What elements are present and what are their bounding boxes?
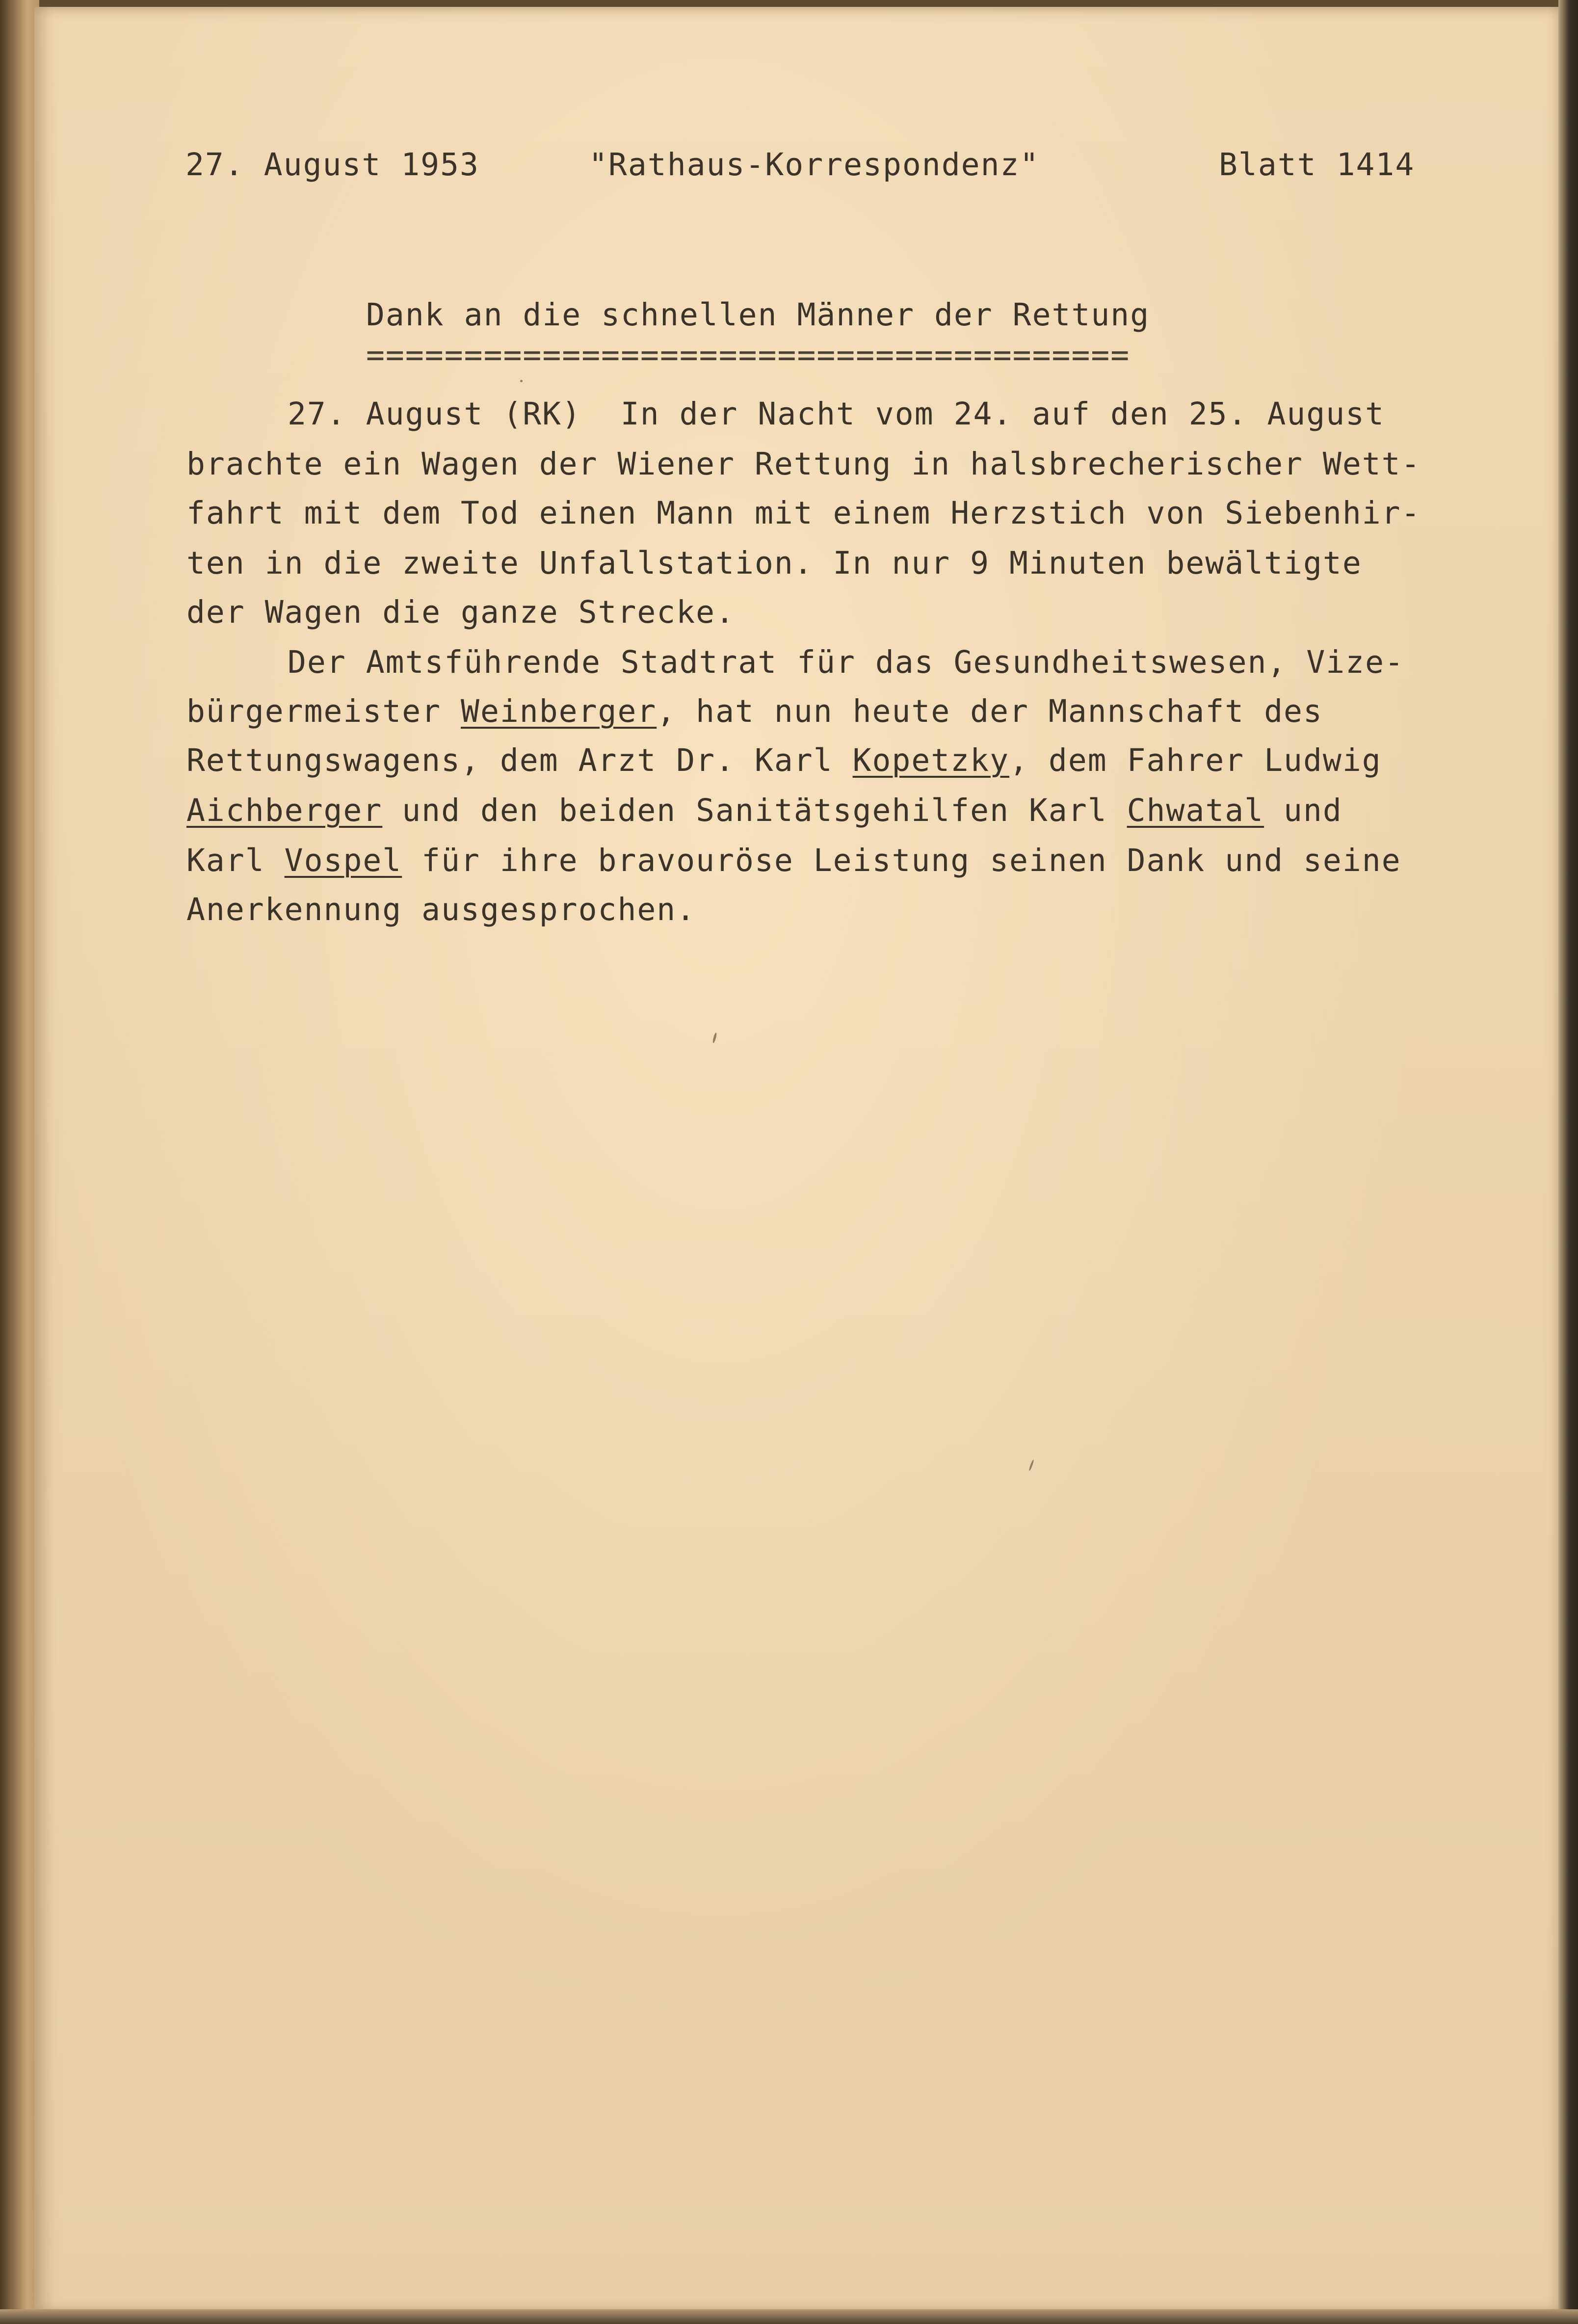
paragraph-2-line-6: Anerkennung ausgesprochen. (186, 892, 696, 927)
underlined-name-vospel: Vospel (284, 843, 402, 878)
paragraph-2-line-3 (186, 742, 1382, 778)
underlined-name-kopetzky: Kopetzky (852, 742, 1010, 778)
paragraph-1-line-5: der Wagen die ganze Strecke. (186, 594, 736, 630)
paragraph-1-line-4: ten in die zweite Unfallstation. In nur 9 Minuten bewältigte (186, 545, 1362, 581)
title-double-rule: ======================================= (366, 337, 1131, 373)
paper-speck (712, 1032, 717, 1044)
paragraph-2-line-4 (186, 792, 1342, 828)
line-text: , dem Fahrer Ludwig (1009, 742, 1382, 778)
paragraph-1-line-2: brachte ein Wagen der Wiener Rettung in halsbrecherischer Wett- (186, 446, 1421, 482)
underlined-name-chwatal: Chwatal (1127, 792, 1264, 828)
line-text: für ihre bravouröse Leistung seinen Dank und seine (402, 843, 1401, 878)
underlined-name-weinberger: Weinberger (461, 693, 657, 729)
article-title: Dank an die schnellen Männer der Rettung (366, 297, 1150, 333)
paper-speck (520, 380, 523, 382)
paragraph-1-line-1: 27. August (RK) In der Nacht vom 24. auf den 25. August (288, 396, 1385, 432)
header-publication: "Rathaus-Korrespondenz" (589, 147, 1040, 183)
line-text: und den beiden Sanitätsgehilfen Karl (382, 792, 1127, 828)
paragraph-1-line-3: fahrt mit dem Tod einen Mann mit einem Herzstich von Siebenhir- (186, 495, 1421, 531)
paper-speck (1028, 1459, 1034, 1471)
line-text: bürgermeister (186, 693, 461, 729)
line-text: Rettungswagens, dem Arzt Dr. Karl (186, 742, 853, 778)
underlined-name-aichberger: Aichberger (186, 792, 383, 828)
line-text: Karl (186, 843, 285, 878)
paragraph-2-line-2 (186, 693, 1323, 729)
binding-edge (0, 0, 39, 2324)
typewritten-page (34, 7, 1560, 2313)
line-text: , hat nun heute der Mannschaft des (657, 693, 1323, 729)
bottom-border (0, 2309, 1578, 2324)
right-border (1558, 0, 1578, 2324)
paragraph-2-line-1: Der Amtsführende Stadtrat für das Gesundheitswesen, Vize- (288, 644, 1404, 680)
line-text: und (1264, 792, 1342, 828)
header-sheet-number: Blatt 1414 (1219, 147, 1415, 183)
paragraph-2-line-5 (186, 845, 1401, 876)
header-date: 27. August 1953 (185, 147, 479, 183)
